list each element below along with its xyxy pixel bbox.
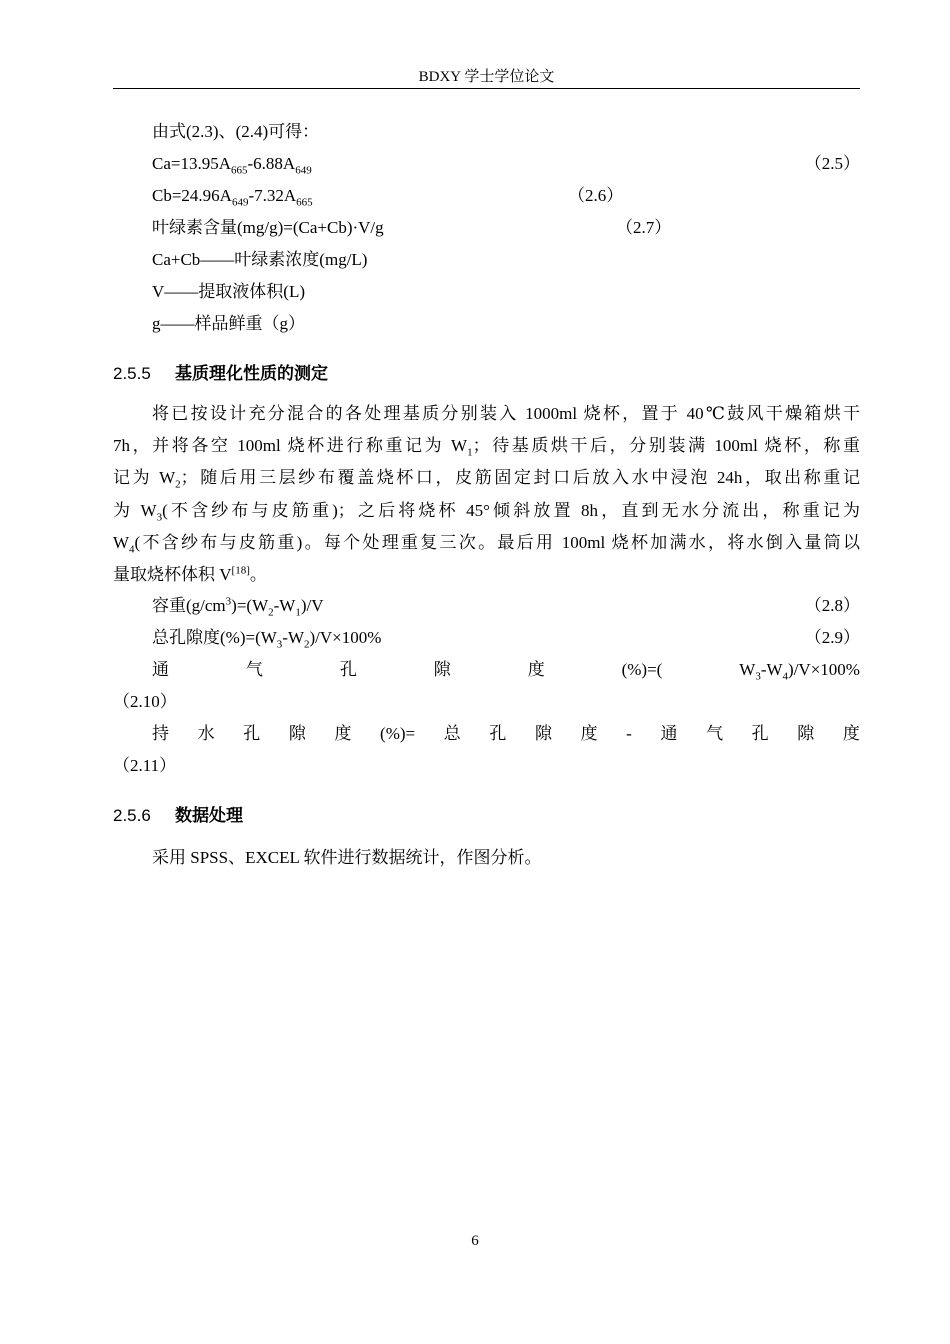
equation-aeration-porosity: [152, 657, 860, 683]
definition-line: g——样品鲜重（g）: [152, 314, 305, 333]
eq-token: 孔: [489, 724, 507, 743]
section-heading: [113, 802, 243, 830]
paragraph-line: 为 $W_3$(不含纱布与皮筋重)；之后将烧杯 45°倾斜放置 8h，直到无水分流出，称重记为: [113, 500, 860, 523]
page-header: BDXY 学士学位论文: [418, 69, 555, 85]
equation-number: （2.7）: [616, 218, 672, 237]
eq-token: 总: [443, 724, 461, 743]
eq-token: 孔: [339, 660, 357, 679]
eq-token: 度: [334, 724, 352, 743]
eq-token: 孔: [243, 724, 261, 743]
eq-token: 隙: [797, 724, 815, 743]
header-rule: [113, 88, 860, 89]
eq-token: 孔: [751, 724, 769, 743]
equation-chlorophyll: 叶绿素含量(mg/g)=(Ca+Cb)·V/g: [152, 218, 384, 237]
equation-number: （2.11）: [113, 756, 177, 775]
eq-token: -: [626, 724, 632, 743]
paragraph-line: 将已按设计充分混合的各处理基质分别装入 1000ml 烧杯，置于 40℃鼓风干燥箱烘干: [152, 404, 860, 423]
equation-ca: $Ca=13.95A_{665}-6.88A_{649}$: [152, 154, 312, 177]
eq-token: (%)=: [380, 724, 416, 743]
section-heading: [113, 360, 328, 388]
eq-token: 通: [152, 660, 169, 679]
eq-token: 度: [580, 724, 598, 743]
equation-number: （2.8）: [804, 596, 860, 615]
eq-token: 度: [842, 724, 860, 743]
equation-number: （2.9）: [804, 628, 860, 647]
paragraph-line: 记为 $W_2$；随后用三层纱布覆盖烧杯口，皮筋固定封口后放入水中浸泡 24h，取出称重记: [113, 468, 860, 491]
section-number: 2.5.5: [113, 364, 151, 383]
eq-token: 隙: [288, 724, 306, 743]
equation-number: （2.5）: [804, 154, 860, 173]
equation-bulk-density: 容重$(g/cm^3)=(W_2-W_1)/V$: [152, 595, 324, 619]
paragraph-line: $W_4$(不含纱布与皮筋重)。每个处理重复三次。最后用 100ml 烧杯加满水，将水倒入量筒以: [113, 532, 860, 556]
equation-number: （2.10）: [113, 692, 177, 711]
paragraph-line: 量取烧杯体积 V[18]。: [113, 564, 267, 584]
equation-cb: $Cb=24.96A_{649}-7.32A_{665}$: [152, 186, 313, 209]
eq-token: $W_3-W_4)/V\times 100\%$: [739, 660, 860, 683]
eq-token: 气: [245, 660, 263, 679]
eq-token: 水: [197, 724, 215, 743]
eq-token: 隙: [433, 660, 451, 679]
body-paragraph: [113, 398, 860, 591]
page-number: 6: [471, 1233, 479, 1249]
definition-line: V——提取液体积(L): [152, 282, 305, 301]
equation-water-holding-porosity: [152, 721, 860, 747]
eq-token: 持: [152, 724, 169, 743]
section-number: 2.5.6: [113, 806, 151, 825]
eq-token: (%)=(: [621, 660, 663, 679]
eq-token: 隙: [534, 724, 552, 743]
eq-token: 度: [527, 660, 545, 679]
body-paragraph: 采用 SPSS、EXCEL 软件进行数据统计，作图分析。: [152, 848, 542, 867]
paragraph-line: 7h，并将各空 100ml 烧杯进行称重记为 $W_1$；待基质烘干后，分别装满 100ml 烧杯，称重: [113, 436, 860, 459]
eq-token: 通: [660, 724, 678, 743]
equation-number: （2.6）: [568, 186, 624, 205]
section-title: 基质理化性质的测定: [175, 364, 328, 384]
equation-total-porosity: 总孔隙度$(\%)=(W_3-W_2)/V\times 100\%$: [152, 628, 382, 651]
definition-line: Ca+Cb——叶绿素浓度(mg/L): [152, 250, 368, 269]
section-title: 数据处理: [175, 806, 243, 826]
eq-token: 气: [706, 724, 724, 743]
eq-intro: 由式(2.3)、(2.4)可得：: [152, 122, 320, 141]
